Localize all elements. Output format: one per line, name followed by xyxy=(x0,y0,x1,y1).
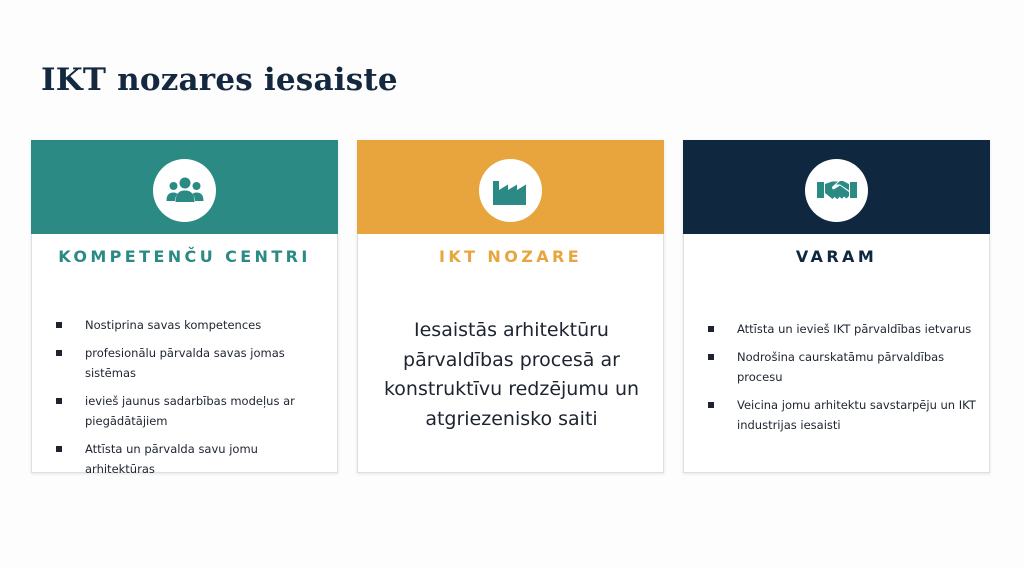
card-header xyxy=(357,140,664,234)
bullet-icon xyxy=(56,446,62,452)
list-item-text: Veicina jomu arhitektu savstarpēju un IKT industrijas iesaisti xyxy=(737,398,976,432)
card-ikt-nozare xyxy=(357,140,664,473)
list-item-text: Attīsta un pārvalda savu jomu arhitektūras xyxy=(85,442,258,476)
icon-circle xyxy=(153,159,216,222)
bullet-icon xyxy=(708,354,714,360)
bullet-icon xyxy=(708,326,714,332)
card-title: VARAM xyxy=(795,247,878,266)
bullet-list xyxy=(706,319,976,443)
factory-icon xyxy=(491,176,531,206)
bullet-list xyxy=(54,315,324,487)
handshake-icon xyxy=(816,177,858,205)
bullet-icon xyxy=(56,322,62,328)
card-kompetencu-centri xyxy=(31,140,338,476)
card-title: IKT NOZARE xyxy=(438,247,583,266)
list-item xyxy=(706,395,976,435)
bullet-icon xyxy=(708,402,714,408)
list-item-text: Attīsta un ievieš IKT pārvaldības ietvarus xyxy=(737,322,972,336)
card-varam xyxy=(683,140,990,473)
icon-circle xyxy=(479,159,542,222)
list-item xyxy=(54,315,324,335)
card-header xyxy=(683,140,990,234)
bullet-icon xyxy=(56,350,62,356)
list-item-text: ievieš jaunus sadarbības modeļus ar piegādātājiem xyxy=(85,394,295,428)
icon-circle xyxy=(805,159,868,222)
list-item-text: Nostiprina savas kompetences xyxy=(85,318,262,332)
list-item xyxy=(54,439,324,479)
list-item xyxy=(706,319,976,339)
slide-title: IKT nozares iesaiste xyxy=(41,62,398,98)
list-item-text: Nodrošina caurskatāmu pārvaldības procesu xyxy=(737,350,945,384)
list-item xyxy=(54,343,324,383)
card-description: Iesaistās arhitektūru pārvaldības procesā ar konstruktīvu redzējumu un atgriezenisko saiti xyxy=(383,319,640,430)
bullet-icon xyxy=(56,398,62,404)
list-item-text: profesionālu pārvalda savas jomas sistēmas xyxy=(85,346,285,380)
card-title: KOMPETENČU CENTRI xyxy=(58,247,311,266)
people-group-icon xyxy=(165,175,205,207)
card-header xyxy=(31,140,338,234)
list-item xyxy=(54,391,324,431)
list-item xyxy=(706,347,976,387)
